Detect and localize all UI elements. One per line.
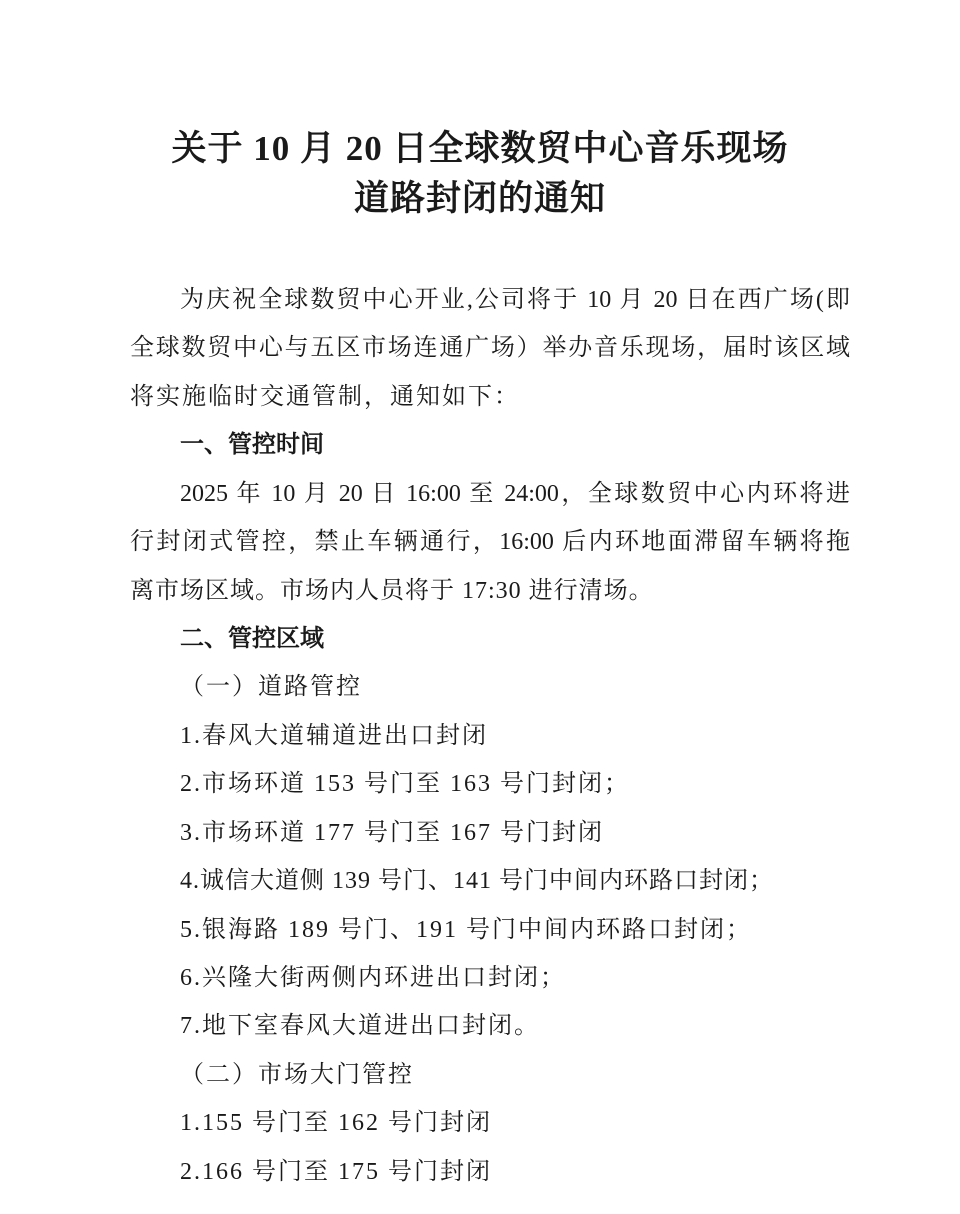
subsection-heading-gate-control: （二）市场大门管控 — [180, 1062, 414, 1088]
subsection-heading-road-control: （一）道路管控 — [180, 674, 362, 700]
road-control-item: 2.市场环道 153 号门至 163 号门封闭； — [180, 771, 630, 797]
road-control-item: 1.春风大道辅道进出口封闭 — [180, 723, 488, 749]
gate-control-item: 2.166 号门至 175 号门封闭 — [180, 1159, 492, 1185]
road-control-item: 5.银海路 189 号门、191 号门中间内环路口封闭； — [180, 917, 752, 943]
intro-line: 全球数贸中心与五区市场连通广场）举办音乐现场，届时该区域 — [130, 335, 850, 361]
section-heading-control-area: 二、管控区域 — [180, 625, 324, 652]
section-text-line: 2025 年 10 月 20 日 16:00 至 24:00，全球数贸中心内环将进 — [180, 481, 850, 507]
section-text-line: 行封闭式管控，禁止车辆通行，16:00 后内环地面滞留车辆将拖 — [130, 529, 850, 555]
section-heading-control-time: 一、管控时间 — [180, 431, 324, 458]
intro-line: 为庆祝全球数贸中心开业,公司将于 10 月 20 日在西广场(即 — [180, 287, 850, 313]
document-title-line-1: 关于 10 月 20 日全球数贸中心音乐现场 — [171, 129, 789, 168]
section-text-line: 离市场区域。市场内人员将于 17:30 进行清场。 — [130, 578, 654, 604]
road-control-item: 4.诚信大道侧 139 号门、141 号门中间内环路口封闭； — [180, 868, 774, 894]
document-title-line-2: 道路封闭的通知 — [353, 179, 606, 218]
road-control-item: 7.地下室春风大道进出口封闭。 — [180, 1013, 540, 1039]
road-control-item: 6.兴隆大街两侧内环进出口封闭； — [180, 965, 566, 991]
intro-line: 将实施临时交通管制，通知如下： — [130, 384, 520, 410]
road-control-item: 3.市场环道 177 号门至 167 号门封闭 — [180, 820, 604, 846]
gate-control-item: 1.155 号门至 162 号门封闭 — [180, 1110, 492, 1136]
